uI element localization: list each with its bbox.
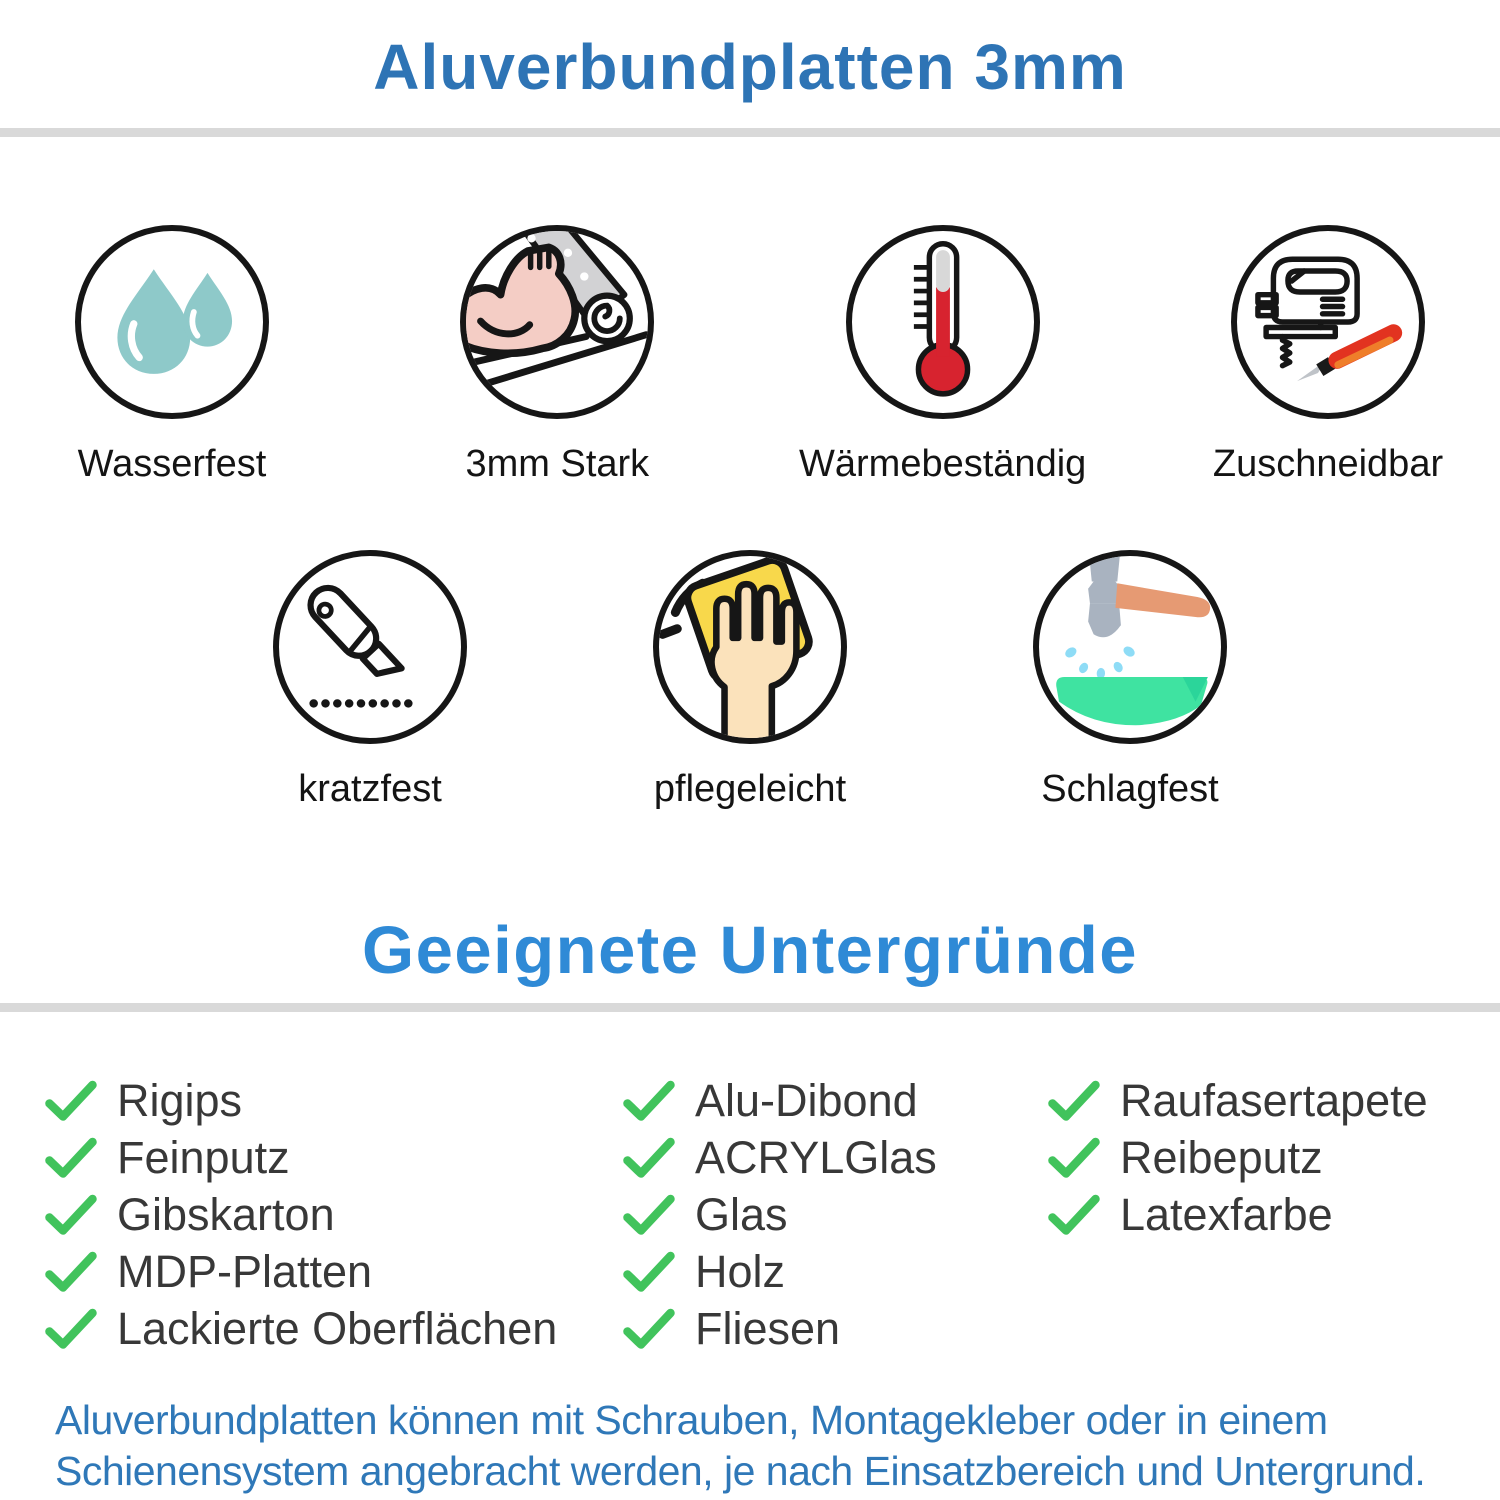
list-item [1048,1072,1500,1129]
list-item [45,1243,623,1300]
feature-label: 3mm Stark [465,443,650,485]
list-item [623,1300,1048,1357]
list-item [45,1129,623,1186]
check-icon [623,1080,675,1122]
feature-label: Wasserfest [77,443,267,485]
check-icon [45,1137,97,1179]
feature-schlagfest [980,550,1280,811]
thermometer-icon [846,225,1040,419]
list-item-label: Rigips [117,1074,243,1126]
feature-wasserfest [22,225,322,486]
water-drops-icon [75,225,269,419]
check-icon [623,1251,675,1293]
divider-middle [0,1003,1500,1012]
checklist-column-3 [1048,1072,1500,1357]
feature-label: Schlagfest [1041,768,1219,810]
list-item [623,1072,1048,1129]
feature-label: kratzfest [298,768,442,810]
checklist-column-2 [623,1072,1048,1357]
list-item-label: Alu-Dibond [695,1074,918,1126]
page-title: Aluverbundplatten 3mm [373,31,1127,103]
list-item-label: ACRYLGlas [695,1131,937,1183]
list-item [623,1129,1048,1186]
feature-label: Zuschneidbar [1212,443,1444,485]
list-item [623,1186,1048,1243]
list-item [1048,1129,1500,1186]
check-icon [1048,1137,1100,1179]
check-icon [1048,1194,1100,1236]
check-icon [623,1137,675,1179]
list-item-label: Reibeputz [1120,1131,1323,1183]
checklist [0,1072,1500,1357]
check-icon [623,1194,675,1236]
list-item [45,1300,623,1357]
features-row-2 [0,550,1500,811]
feature-3mm-stark [407,225,707,486]
feature-zuschneidbar [1178,225,1478,486]
feature-waermebestaendig [793,225,1093,486]
checklist-column-1 [45,1072,623,1357]
feature-kratzfest [220,550,520,811]
list-item-label: Holz [695,1245,786,1297]
list-item [623,1243,1048,1300]
list-item-label: Gibskarton [117,1188,335,1240]
cleaning-hand-icon [653,550,847,744]
feature-label: Wärmebeständig [799,443,1087,485]
jigsaw-icon [1231,225,1425,419]
check-icon [45,1194,97,1236]
mounting-note [0,1395,1500,1497]
list-item-label: Feinputz [117,1131,290,1183]
check-icon [45,1080,97,1122]
list-item-label: MDP-Platten [117,1245,373,1297]
feature-label: pflegeleicht [653,768,847,810]
check-icon [45,1251,97,1293]
features-row-1 [0,225,1500,486]
list-item-label: Fliesen [695,1302,841,1354]
list-item [1048,1186,1500,1243]
muscle-arm-icon [460,225,654,419]
list-item [45,1186,623,1243]
hammer-icon [1033,550,1227,744]
list-item-label: Latexfarbe [1120,1188,1333,1240]
feature-pflegeleicht [600,550,900,811]
list-item-label: Lackierte Oberflächen [117,1302,558,1354]
check-icon [45,1308,97,1350]
mounting-note-line-1: Aluverbundplatten können mit Schrauben, Montagekleber oder in einem [55,1397,1328,1443]
divider-top [0,128,1500,137]
section-title-untergruende: Geeignete Untergründe [361,913,1139,988]
utility-knife-icon [273,550,467,744]
list-item-label: Glas [695,1188,788,1240]
mounting-note-line-2: Schienensystem angebracht werden, je nach Einsatzbereich und Untergrund. [55,1448,1426,1494]
list-item-label: Raufasertapete [1120,1074,1428,1126]
check-icon [623,1308,675,1350]
list-item [45,1072,623,1129]
check-icon [1048,1080,1100,1122]
